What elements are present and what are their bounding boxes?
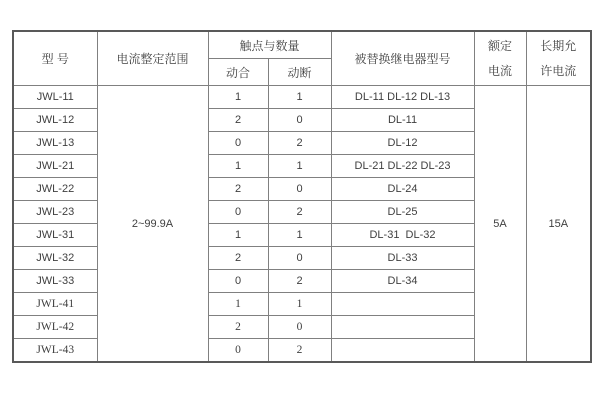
- replaced-models-cell: DL-25: [331, 201, 474, 224]
- header-longterm-current: [526, 31, 591, 86]
- replaced-models-cell: DL-11 DL-12 DL-13: [331, 86, 474, 109]
- current-range-merged-cell: 2~99.9A: [97, 86, 208, 363]
- no-contacts-cell: 0: [208, 270, 268, 293]
- model-cell: JWL-22: [13, 178, 97, 201]
- model-cell: JWL-32: [13, 247, 97, 270]
- nc-contacts-cell: 1: [268, 293, 331, 316]
- no-contacts-cell: 2: [208, 109, 268, 132]
- header-rated-current-line2: 电流: [488, 63, 513, 78]
- model-cell: JWL-11: [13, 86, 97, 109]
- model-cell: JWL-13: [13, 132, 97, 155]
- header-contacts-group: 触点与数量: [208, 31, 331, 59]
- replaced-models-cell: DL-21 DL-22 DL-23: [331, 155, 474, 178]
- nc-contacts-cell: 0: [268, 109, 331, 132]
- model-cell: JWL-23: [13, 201, 97, 224]
- model-cell: JWL-43: [13, 339, 97, 363]
- replaced-models-cell: [331, 339, 474, 363]
- replaced-models-cell: [331, 293, 474, 316]
- spec-table-container: [12, 30, 592, 363]
- nc-contacts-cell: 2: [268, 270, 331, 293]
- nc-contacts-cell: 1: [268, 86, 331, 109]
- no-contacts-cell: 1: [208, 224, 268, 247]
- model-cell: JWL-12: [13, 109, 97, 132]
- no-contacts-cell: 1: [208, 155, 268, 178]
- header-rated-current: [474, 31, 526, 86]
- nc-contacts-cell: 0: [268, 247, 331, 270]
- model-cell: JWL-31: [13, 224, 97, 247]
- table-header: [13, 31, 591, 86]
- model-cell: JWL-42: [13, 316, 97, 339]
- model-cell: JWL-21: [13, 155, 97, 178]
- no-contacts-cell: 1: [208, 293, 268, 316]
- replaced-models-cell: DL-12: [331, 132, 474, 155]
- header-contacts-no: 动合: [208, 59, 268, 86]
- nc-contacts-cell: 2: [268, 201, 331, 224]
- nc-contacts-cell: 2: [268, 132, 331, 155]
- nc-contacts-cell: 0: [268, 178, 331, 201]
- nc-contacts-cell: 0: [268, 316, 331, 339]
- replaced-models-cell: DL-33: [331, 247, 474, 270]
- table-row: [13, 86, 591, 109]
- header-longterm-current-line2: 许电流: [540, 63, 577, 78]
- nc-contacts-cell: 1: [268, 155, 331, 178]
- nc-contacts-cell: 2: [268, 339, 331, 363]
- header-contacts-nc: 动断: [268, 59, 331, 86]
- header-replaced-models: 被替换继电器型号: [331, 31, 474, 86]
- no-contacts-cell: 2: [208, 247, 268, 270]
- no-contacts-cell: 0: [208, 132, 268, 155]
- replaced-models-cell: DL-11: [331, 109, 474, 132]
- replaced-models-cell: DL-31 DL-32: [331, 224, 474, 247]
- model-cell: JWL-41: [13, 293, 97, 316]
- header-row-1: [13, 31, 591, 59]
- no-contacts-cell: 2: [208, 316, 268, 339]
- longterm-current-merged-cell: 15A: [526, 86, 591, 363]
- header-longterm-current-line1: 长期允: [540, 38, 577, 53]
- relay-spec-table: [12, 30, 592, 363]
- no-contacts-cell: 2: [208, 178, 268, 201]
- no-contacts-cell: 1: [208, 86, 268, 109]
- table-body: [13, 86, 591, 363]
- replaced-models-cell: [331, 316, 474, 339]
- model-cell: JWL-33: [13, 270, 97, 293]
- nc-contacts-cell: 1: [268, 224, 331, 247]
- replaced-models-cell: DL-34: [331, 270, 474, 293]
- no-contacts-cell: 0: [208, 201, 268, 224]
- header-current-range: 电流整定范围: [97, 31, 208, 86]
- no-contacts-cell: 0: [208, 339, 268, 363]
- header-rated-current-line1: 额定: [488, 38, 513, 53]
- replaced-models-cell: DL-24: [331, 178, 474, 201]
- rated-current-merged-cell: 5A: [474, 86, 526, 363]
- header-model: 型 号: [13, 31, 97, 86]
